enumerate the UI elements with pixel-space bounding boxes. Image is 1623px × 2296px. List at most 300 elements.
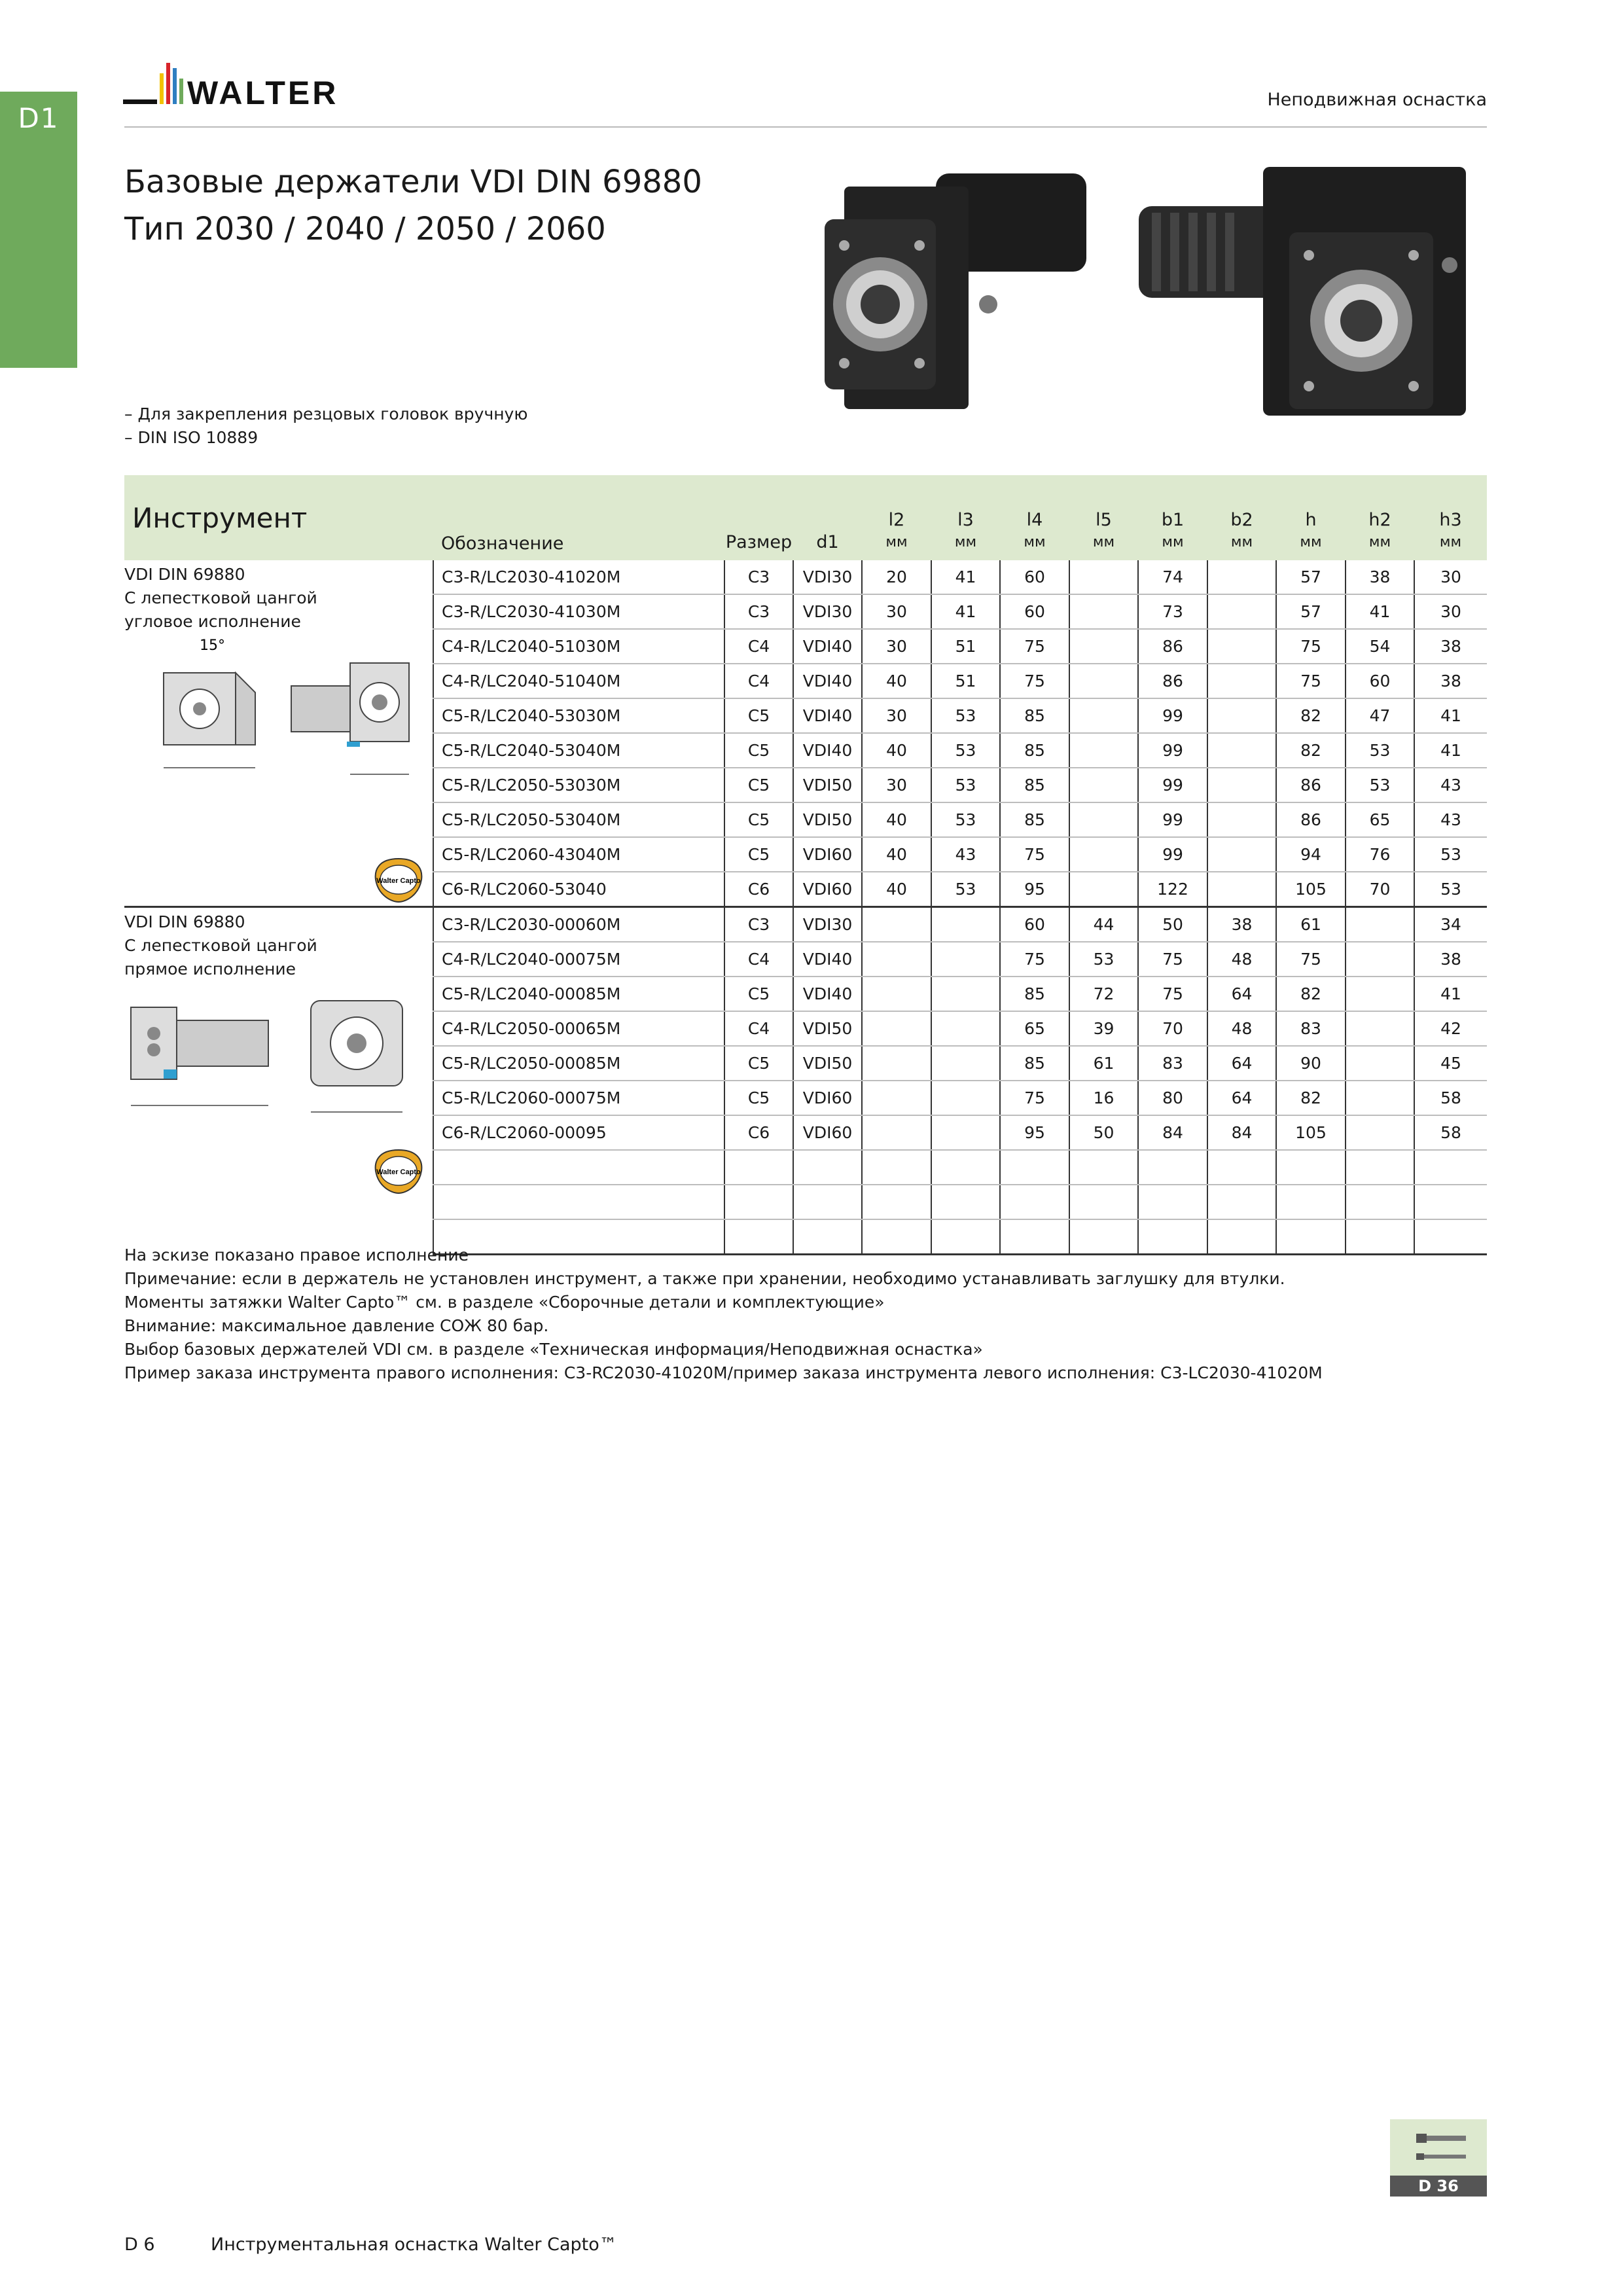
cell-value bbox=[1069, 802, 1138, 837]
cell-value: 53 bbox=[931, 733, 1000, 768]
cell-value: 60 bbox=[1000, 560, 1069, 594]
cell-value: VDI50 bbox=[793, 802, 862, 837]
cell-designation: C3-R/LC2030-41030M bbox=[433, 594, 724, 629]
cell-value: C6 bbox=[724, 1115, 793, 1150]
cell-value: 57 bbox=[1276, 594, 1346, 629]
cell-value: C4 bbox=[724, 629, 793, 664]
cell-value: 70 bbox=[1346, 872, 1414, 907]
cell-value: C6 bbox=[724, 872, 793, 907]
cell-value: 99 bbox=[1138, 733, 1207, 768]
table-header-row bbox=[124, 475, 1487, 560]
cell-value: 34 bbox=[1414, 907, 1487, 942]
cell-designation: C5-R/LC2040-53030M bbox=[433, 698, 724, 733]
cell-value: 41 bbox=[1414, 733, 1487, 768]
cell-value bbox=[1207, 872, 1276, 907]
cell-value: 94 bbox=[1276, 837, 1346, 872]
cell-designation: C5-R/LC2060-43040M bbox=[433, 837, 724, 872]
cell-value: 38 bbox=[1207, 907, 1276, 942]
cell-value: 53 bbox=[1414, 872, 1487, 907]
cell-value: 75 bbox=[1138, 977, 1207, 1011]
cell-value: 85 bbox=[1000, 768, 1069, 802]
header-h-label: h bbox=[1305, 510, 1317, 530]
badge-text: Walter Capto bbox=[376, 877, 421, 885]
cell-value bbox=[1069, 837, 1138, 872]
page-title-line2: Тип 2030 / 2040 / 2050 / 2060 bbox=[124, 211, 606, 247]
cell-value: 75 bbox=[1276, 942, 1346, 977]
cell-value: 43 bbox=[931, 837, 1000, 872]
cell-value bbox=[1069, 768, 1138, 802]
header-tool: Инструмент bbox=[124, 475, 433, 560]
cell-value: 84 bbox=[1207, 1115, 1276, 1150]
cell-value bbox=[931, 907, 1000, 942]
cell-value: VDI50 bbox=[793, 1046, 862, 1081]
cell-value bbox=[1069, 698, 1138, 733]
cell-value: 30 bbox=[1414, 560, 1487, 594]
cell-value bbox=[862, 1150, 931, 1185]
cell-value: 30 bbox=[862, 768, 931, 802]
reference-box bbox=[1390, 2119, 1487, 2176]
cell-value bbox=[862, 907, 931, 942]
cell-value: 53 bbox=[931, 698, 1000, 733]
cell-value: 86 bbox=[1138, 629, 1207, 664]
walter-logo-text: WALTER bbox=[187, 75, 339, 111]
cell-value: 45 bbox=[1414, 1046, 1487, 1081]
bullet-2: – DIN ISO 10889 bbox=[124, 428, 259, 447]
cell-value bbox=[1069, 872, 1138, 907]
cell-value: C5 bbox=[724, 698, 793, 733]
cell-value: 73 bbox=[1138, 594, 1207, 629]
cell-value bbox=[1069, 594, 1138, 629]
cell-value bbox=[1069, 1185, 1138, 1219]
cell-value: VDI40 bbox=[793, 698, 862, 733]
cell-value bbox=[1207, 768, 1276, 802]
cell-value bbox=[931, 977, 1000, 1011]
cell-value: 44 bbox=[1069, 907, 1138, 942]
header-d1: d1 bbox=[793, 475, 862, 560]
cell-value: 47 bbox=[1346, 698, 1414, 733]
cell-value: VDI40 bbox=[793, 664, 862, 698]
cell-value: 30 bbox=[1414, 594, 1487, 629]
cell-value bbox=[1138, 1185, 1207, 1219]
cell-designation: C5-R/LC2050-53040M bbox=[433, 802, 724, 837]
cell-value: C5 bbox=[724, 1046, 793, 1081]
walter-logo bbox=[123, 59, 404, 118]
cell-value: 40 bbox=[862, 872, 931, 907]
cell-value: VDI50 bbox=[793, 1011, 862, 1046]
cell-value: C5 bbox=[724, 1081, 793, 1115]
cell-value bbox=[931, 1150, 1000, 1185]
group-name: VDI DIN 69880 bbox=[124, 912, 245, 931]
cell-value: 30 bbox=[862, 698, 931, 733]
note-6: Пример заказа инструмента правого исполнения: C3-RC2030-41020M/пример заказа инструмента левого исполнения: C3-LC2030-41020M bbox=[124, 1363, 1323, 1382]
cell-value: 86 bbox=[1138, 664, 1207, 698]
cell-designation: C3-R/LC2030-00060M bbox=[433, 907, 724, 942]
table-row bbox=[124, 560, 1487, 594]
cell-value: VDI30 bbox=[793, 594, 862, 629]
cell-value: 84 bbox=[1138, 1115, 1207, 1150]
cell-value bbox=[862, 1081, 931, 1115]
page-title-line1: Базовые держатели VDI DIN 69880 bbox=[124, 164, 702, 200]
cell-value: 38 bbox=[1414, 664, 1487, 698]
cell-value: 75 bbox=[1000, 942, 1069, 977]
cell-designation: C4-R/LC2040-51040M bbox=[433, 664, 724, 698]
cell-value bbox=[862, 1115, 931, 1150]
header-h2 bbox=[1346, 475, 1414, 560]
cell-value: C5 bbox=[724, 768, 793, 802]
cell-value bbox=[1346, 1046, 1414, 1081]
group-desc-2: прямое исполнение bbox=[124, 960, 296, 978]
cell-value bbox=[862, 1046, 931, 1081]
cell-designation: C3-R/LC2030-41020M bbox=[433, 560, 724, 594]
cell-value: 53 bbox=[1414, 837, 1487, 872]
header-h bbox=[1276, 475, 1346, 560]
cell-value: 75 bbox=[1000, 1081, 1069, 1115]
cell-value: 57 bbox=[1276, 560, 1346, 594]
cell-value bbox=[1207, 594, 1276, 629]
cell-value bbox=[1207, 664, 1276, 698]
cell-value: 41 bbox=[1414, 977, 1487, 1011]
cell-value: 51 bbox=[931, 629, 1000, 664]
cell-value: 40 bbox=[862, 733, 931, 768]
cell-value bbox=[1207, 837, 1276, 872]
sketch-straight bbox=[124, 981, 425, 1132]
cell-value bbox=[1000, 1150, 1069, 1185]
header-l4 bbox=[1000, 475, 1069, 560]
cell-value: 30 bbox=[862, 594, 931, 629]
sketch-angle-label: 15° bbox=[200, 637, 225, 654]
cell-value: 48 bbox=[1207, 1011, 1276, 1046]
cell-value: 60 bbox=[1000, 594, 1069, 629]
cell-value bbox=[1207, 1150, 1276, 1185]
header-h3-label: h3 bbox=[1439, 510, 1462, 530]
cell-value bbox=[1276, 1150, 1346, 1185]
cell-value bbox=[1414, 1185, 1487, 1219]
header-designation: Обозначение bbox=[433, 475, 724, 560]
cell-value: VDI40 bbox=[793, 942, 862, 977]
section-tab-label: D1 bbox=[18, 102, 60, 134]
header-h3 bbox=[1414, 475, 1487, 560]
cell-value: 41 bbox=[931, 594, 1000, 629]
cell-value: 58 bbox=[1414, 1115, 1487, 1150]
header-l5 bbox=[1069, 475, 1138, 560]
cell-value: 70 bbox=[1138, 1011, 1207, 1046]
badge-text: Walter Capto bbox=[376, 1168, 421, 1176]
cell-designation: C4-R/LC2050-00065M bbox=[433, 1011, 724, 1046]
cell-value: 41 bbox=[931, 560, 1000, 594]
cell-value: 83 bbox=[1276, 1011, 1346, 1046]
product-photo bbox=[812, 147, 1492, 429]
cell-value: 38 bbox=[1414, 942, 1487, 977]
cell-value: 85 bbox=[1000, 977, 1069, 1011]
cell-value: VDI30 bbox=[793, 907, 862, 942]
cell-value bbox=[862, 1185, 931, 1219]
cell-value: 83 bbox=[1138, 1046, 1207, 1081]
reference-page-label: D 36 bbox=[1390, 2176, 1487, 2197]
header-l2 bbox=[862, 475, 931, 560]
cell-value: 82 bbox=[1276, 1081, 1346, 1115]
header-section-title: Неподвижная оснастка bbox=[1267, 90, 1487, 110]
header-l5-label: l5 bbox=[1096, 510, 1112, 530]
header-l5-unit: мм bbox=[1092, 534, 1115, 550]
cell-value: 75 bbox=[1276, 629, 1346, 664]
cell-value: 53 bbox=[931, 768, 1000, 802]
cell-value: 61 bbox=[1069, 1046, 1138, 1081]
cell-value: 95 bbox=[1000, 1115, 1069, 1150]
cell-value bbox=[931, 942, 1000, 977]
cell-value: 74 bbox=[1138, 560, 1207, 594]
cell-value: VDI60 bbox=[793, 837, 862, 872]
cell-value: C4 bbox=[724, 664, 793, 698]
cell-value: VDI60 bbox=[793, 1081, 862, 1115]
cell-value: 82 bbox=[1276, 733, 1346, 768]
table-row bbox=[124, 907, 1487, 942]
cell-value: 80 bbox=[1138, 1081, 1207, 1115]
cell-value bbox=[1414, 1219, 1487, 1255]
cell-designation: C5-R/LC2060-00075M bbox=[433, 1081, 724, 1115]
cell-designation: C4-R/LC2040-51030M bbox=[433, 629, 724, 664]
cell-value: 65 bbox=[1000, 1011, 1069, 1046]
cell-value: 64 bbox=[1207, 977, 1276, 1011]
cell-value bbox=[1346, 1219, 1414, 1255]
cell-value bbox=[862, 1011, 931, 1046]
cell-value bbox=[1207, 629, 1276, 664]
cell-value bbox=[1069, 1150, 1138, 1185]
cell-value: C3 bbox=[724, 594, 793, 629]
cell-value: C4 bbox=[724, 1011, 793, 1046]
cell-value: 20 bbox=[862, 560, 931, 594]
cell-value: VDI50 bbox=[793, 768, 862, 802]
cell-designation: C5-R/LC2040-53040M bbox=[433, 733, 724, 768]
header-b1 bbox=[1138, 475, 1207, 560]
cell-value: C5 bbox=[724, 837, 793, 872]
cell-value: VDI40 bbox=[793, 733, 862, 768]
cell-value: 42 bbox=[1414, 1011, 1487, 1046]
cell-value: 60 bbox=[1346, 664, 1414, 698]
cell-designation bbox=[433, 1150, 724, 1185]
cell-value: 99 bbox=[1138, 768, 1207, 802]
cell-value bbox=[1346, 1150, 1414, 1185]
cell-value: 41 bbox=[1346, 594, 1414, 629]
cell-designation: C5-R/LC2050-00085M bbox=[433, 1046, 724, 1081]
cell-value: 105 bbox=[1276, 872, 1346, 907]
cell-value: C5 bbox=[724, 802, 793, 837]
cell-value bbox=[931, 1011, 1000, 1046]
cell-value bbox=[1138, 1150, 1207, 1185]
cell-value bbox=[1346, 1011, 1414, 1046]
cell-value: VDI60 bbox=[793, 872, 862, 907]
cell-value: 61 bbox=[1276, 907, 1346, 942]
header-divider bbox=[124, 126, 1487, 128]
cell-designation: C6-R/LC2060-53040 bbox=[433, 872, 724, 907]
cell-value: 85 bbox=[1000, 802, 1069, 837]
note-3: Моменты затяжки Walter Capto™ см. в разделе «Сборочные детали и комплектующие» bbox=[124, 1293, 885, 1312]
header-l3 bbox=[931, 475, 1000, 560]
cell-designation: C5-R/LC2040-00085M bbox=[433, 977, 724, 1011]
note-4: Внимание: максимальное давление СОЖ 80 бар. bbox=[124, 1316, 549, 1335]
group-2-info bbox=[124, 907, 433, 1255]
header-b2-label: b2 bbox=[1230, 510, 1253, 530]
cell-value bbox=[1069, 733, 1138, 768]
cell-value bbox=[1207, 698, 1276, 733]
header-b2 bbox=[1207, 475, 1276, 560]
header-l2-label: l2 bbox=[888, 510, 905, 530]
cell-designation: C6-R/LC2060-00095 bbox=[433, 1115, 724, 1150]
walter-capto-badge bbox=[373, 1149, 424, 1194]
cell-value bbox=[793, 1150, 862, 1185]
cell-value bbox=[1000, 1185, 1069, 1219]
cell-value: 75 bbox=[1276, 664, 1346, 698]
cell-value bbox=[724, 1185, 793, 1219]
cell-value bbox=[1207, 1185, 1276, 1219]
cell-value: 43 bbox=[1414, 768, 1487, 802]
cell-value: C3 bbox=[724, 560, 793, 594]
cell-value: C4 bbox=[724, 942, 793, 977]
cell-value: 99 bbox=[1138, 802, 1207, 837]
cell-value: VDI40 bbox=[793, 629, 862, 664]
header-h2-unit: мм bbox=[1368, 534, 1391, 550]
note-1: На эскизе показано правое исполнение bbox=[124, 1246, 469, 1265]
cell-value: 50 bbox=[1138, 907, 1207, 942]
cell-value bbox=[1069, 560, 1138, 594]
header-b1-label: b1 bbox=[1161, 510, 1185, 530]
cell-designation bbox=[433, 1185, 724, 1219]
cell-value bbox=[1346, 977, 1414, 1011]
cell-value bbox=[1276, 1185, 1346, 1219]
cell-value bbox=[931, 1081, 1000, 1115]
cell-value: 60 bbox=[1000, 907, 1069, 942]
note-2: Примечание: если в держатель не установлен инструмент, а также при хранении, необходимо устанавливать заглушку для втулки. bbox=[124, 1269, 1285, 1288]
note-5: Выбор базовых держателей VDI см. в разделе «Техническая информация/Неподвижная оснастка» bbox=[124, 1340, 983, 1359]
cell-value: 90 bbox=[1276, 1046, 1346, 1081]
cell-value: 40 bbox=[862, 837, 931, 872]
cell-value bbox=[1346, 907, 1414, 942]
cell-value bbox=[793, 1185, 862, 1219]
cell-value bbox=[1069, 629, 1138, 664]
cell-value: 86 bbox=[1276, 802, 1346, 837]
cell-value: 75 bbox=[1000, 837, 1069, 872]
cell-value bbox=[724, 1150, 793, 1185]
cell-value: 82 bbox=[1276, 698, 1346, 733]
cell-value: 75 bbox=[1000, 629, 1069, 664]
header-l3-unit: мм bbox=[954, 534, 977, 550]
cell-designation: C5-R/LC2050-53030M bbox=[433, 768, 724, 802]
cell-value: 72 bbox=[1069, 977, 1138, 1011]
header-size: Размер bbox=[724, 475, 793, 560]
group-desc-1: С лепестковой цангой bbox=[124, 936, 317, 955]
cell-value: 41 bbox=[1414, 698, 1487, 733]
cell-value: 53 bbox=[1069, 942, 1138, 977]
cell-value: 50 bbox=[1069, 1115, 1138, 1150]
cell-value: 39 bbox=[1069, 1011, 1138, 1046]
header-h-unit: мм bbox=[1300, 534, 1322, 550]
cell-value: 85 bbox=[1000, 698, 1069, 733]
cell-value: 75 bbox=[1000, 664, 1069, 698]
section-tab bbox=[0, 92, 77, 368]
cell-value: 105 bbox=[1276, 1115, 1346, 1150]
cell-value: 99 bbox=[1138, 837, 1207, 872]
cell-value: 58 bbox=[1414, 1081, 1487, 1115]
cell-value bbox=[931, 1185, 1000, 1219]
cell-value: 30 bbox=[862, 629, 931, 664]
cell-value: 40 bbox=[862, 802, 931, 837]
footer-page-number: D 6 bbox=[124, 2234, 155, 2255]
group-desc-1: С лепестковой цангой bbox=[124, 588, 317, 607]
cell-value: 43 bbox=[1414, 802, 1487, 837]
header-l2-unit: мм bbox=[885, 534, 908, 550]
cell-value bbox=[1207, 802, 1276, 837]
sketch-angled bbox=[124, 634, 425, 850]
header-h3-unit: мм bbox=[1439, 534, 1462, 550]
header-b1-unit: мм bbox=[1162, 534, 1184, 550]
group-1-info bbox=[124, 560, 433, 907]
bullet-1: – Для закрепления резцовых головок вручную bbox=[124, 404, 528, 423]
group-desc-2: угловое исполнение bbox=[124, 612, 301, 631]
group-name: VDI DIN 69880 bbox=[124, 565, 245, 584]
cell-value: 65 bbox=[1346, 802, 1414, 837]
cell-value: C5 bbox=[724, 733, 793, 768]
cell-value: C3 bbox=[724, 907, 793, 942]
footer-title: Инструментальная оснастка Walter Capto™ bbox=[211, 2234, 617, 2255]
cell-value: 82 bbox=[1276, 977, 1346, 1011]
cell-value bbox=[931, 1046, 1000, 1081]
cell-value: 86 bbox=[1276, 768, 1346, 802]
cell-value bbox=[1346, 1185, 1414, 1219]
cell-value bbox=[1207, 560, 1276, 594]
cell-value bbox=[1346, 942, 1414, 977]
cell-value: 38 bbox=[1346, 560, 1414, 594]
cell-value: 48 bbox=[1207, 942, 1276, 977]
walter-capto-badge bbox=[373, 857, 424, 903]
cell-value: 16 bbox=[1069, 1081, 1138, 1115]
cell-value bbox=[862, 977, 931, 1011]
cell-value: 53 bbox=[1346, 733, 1414, 768]
cell-value: 95 bbox=[1000, 872, 1069, 907]
cell-value bbox=[931, 1115, 1000, 1150]
header-h2-label: h2 bbox=[1368, 510, 1391, 530]
notes bbox=[124, 1244, 1323, 1385]
cell-value bbox=[1346, 1115, 1414, 1150]
cell-value: 122 bbox=[1138, 872, 1207, 907]
cell-value bbox=[1346, 1081, 1414, 1115]
cell-value: C5 bbox=[724, 977, 793, 1011]
header-l3-label: l3 bbox=[957, 510, 974, 530]
cell-value: 40 bbox=[862, 664, 931, 698]
cell-value: 53 bbox=[931, 802, 1000, 837]
cell-value: 53 bbox=[931, 872, 1000, 907]
cell-value bbox=[862, 942, 931, 977]
tool-table bbox=[124, 475, 1487, 1255]
header-l4-unit: мм bbox=[1024, 534, 1046, 550]
cell-value bbox=[1207, 733, 1276, 768]
cell-value: 76 bbox=[1346, 837, 1414, 872]
cell-value: 99 bbox=[1138, 698, 1207, 733]
cell-value: 64 bbox=[1207, 1046, 1276, 1081]
cell-value: VDI40 bbox=[793, 977, 862, 1011]
cell-value bbox=[1069, 664, 1138, 698]
cell-value: 85 bbox=[1000, 733, 1069, 768]
cell-value: 85 bbox=[1000, 1046, 1069, 1081]
cell-value: 75 bbox=[1138, 942, 1207, 977]
header-b2-unit: мм bbox=[1230, 534, 1253, 550]
cell-value: 51 bbox=[931, 664, 1000, 698]
cell-designation: C4-R/LC2040-00075M bbox=[433, 942, 724, 977]
header-l4-label: l4 bbox=[1026, 510, 1043, 530]
cell-value: 53 bbox=[1346, 768, 1414, 802]
cell-value: 64 bbox=[1207, 1081, 1276, 1115]
cell-value: VDI30 bbox=[793, 560, 862, 594]
cell-value: VDI60 bbox=[793, 1115, 862, 1150]
cell-value: 54 bbox=[1346, 629, 1414, 664]
